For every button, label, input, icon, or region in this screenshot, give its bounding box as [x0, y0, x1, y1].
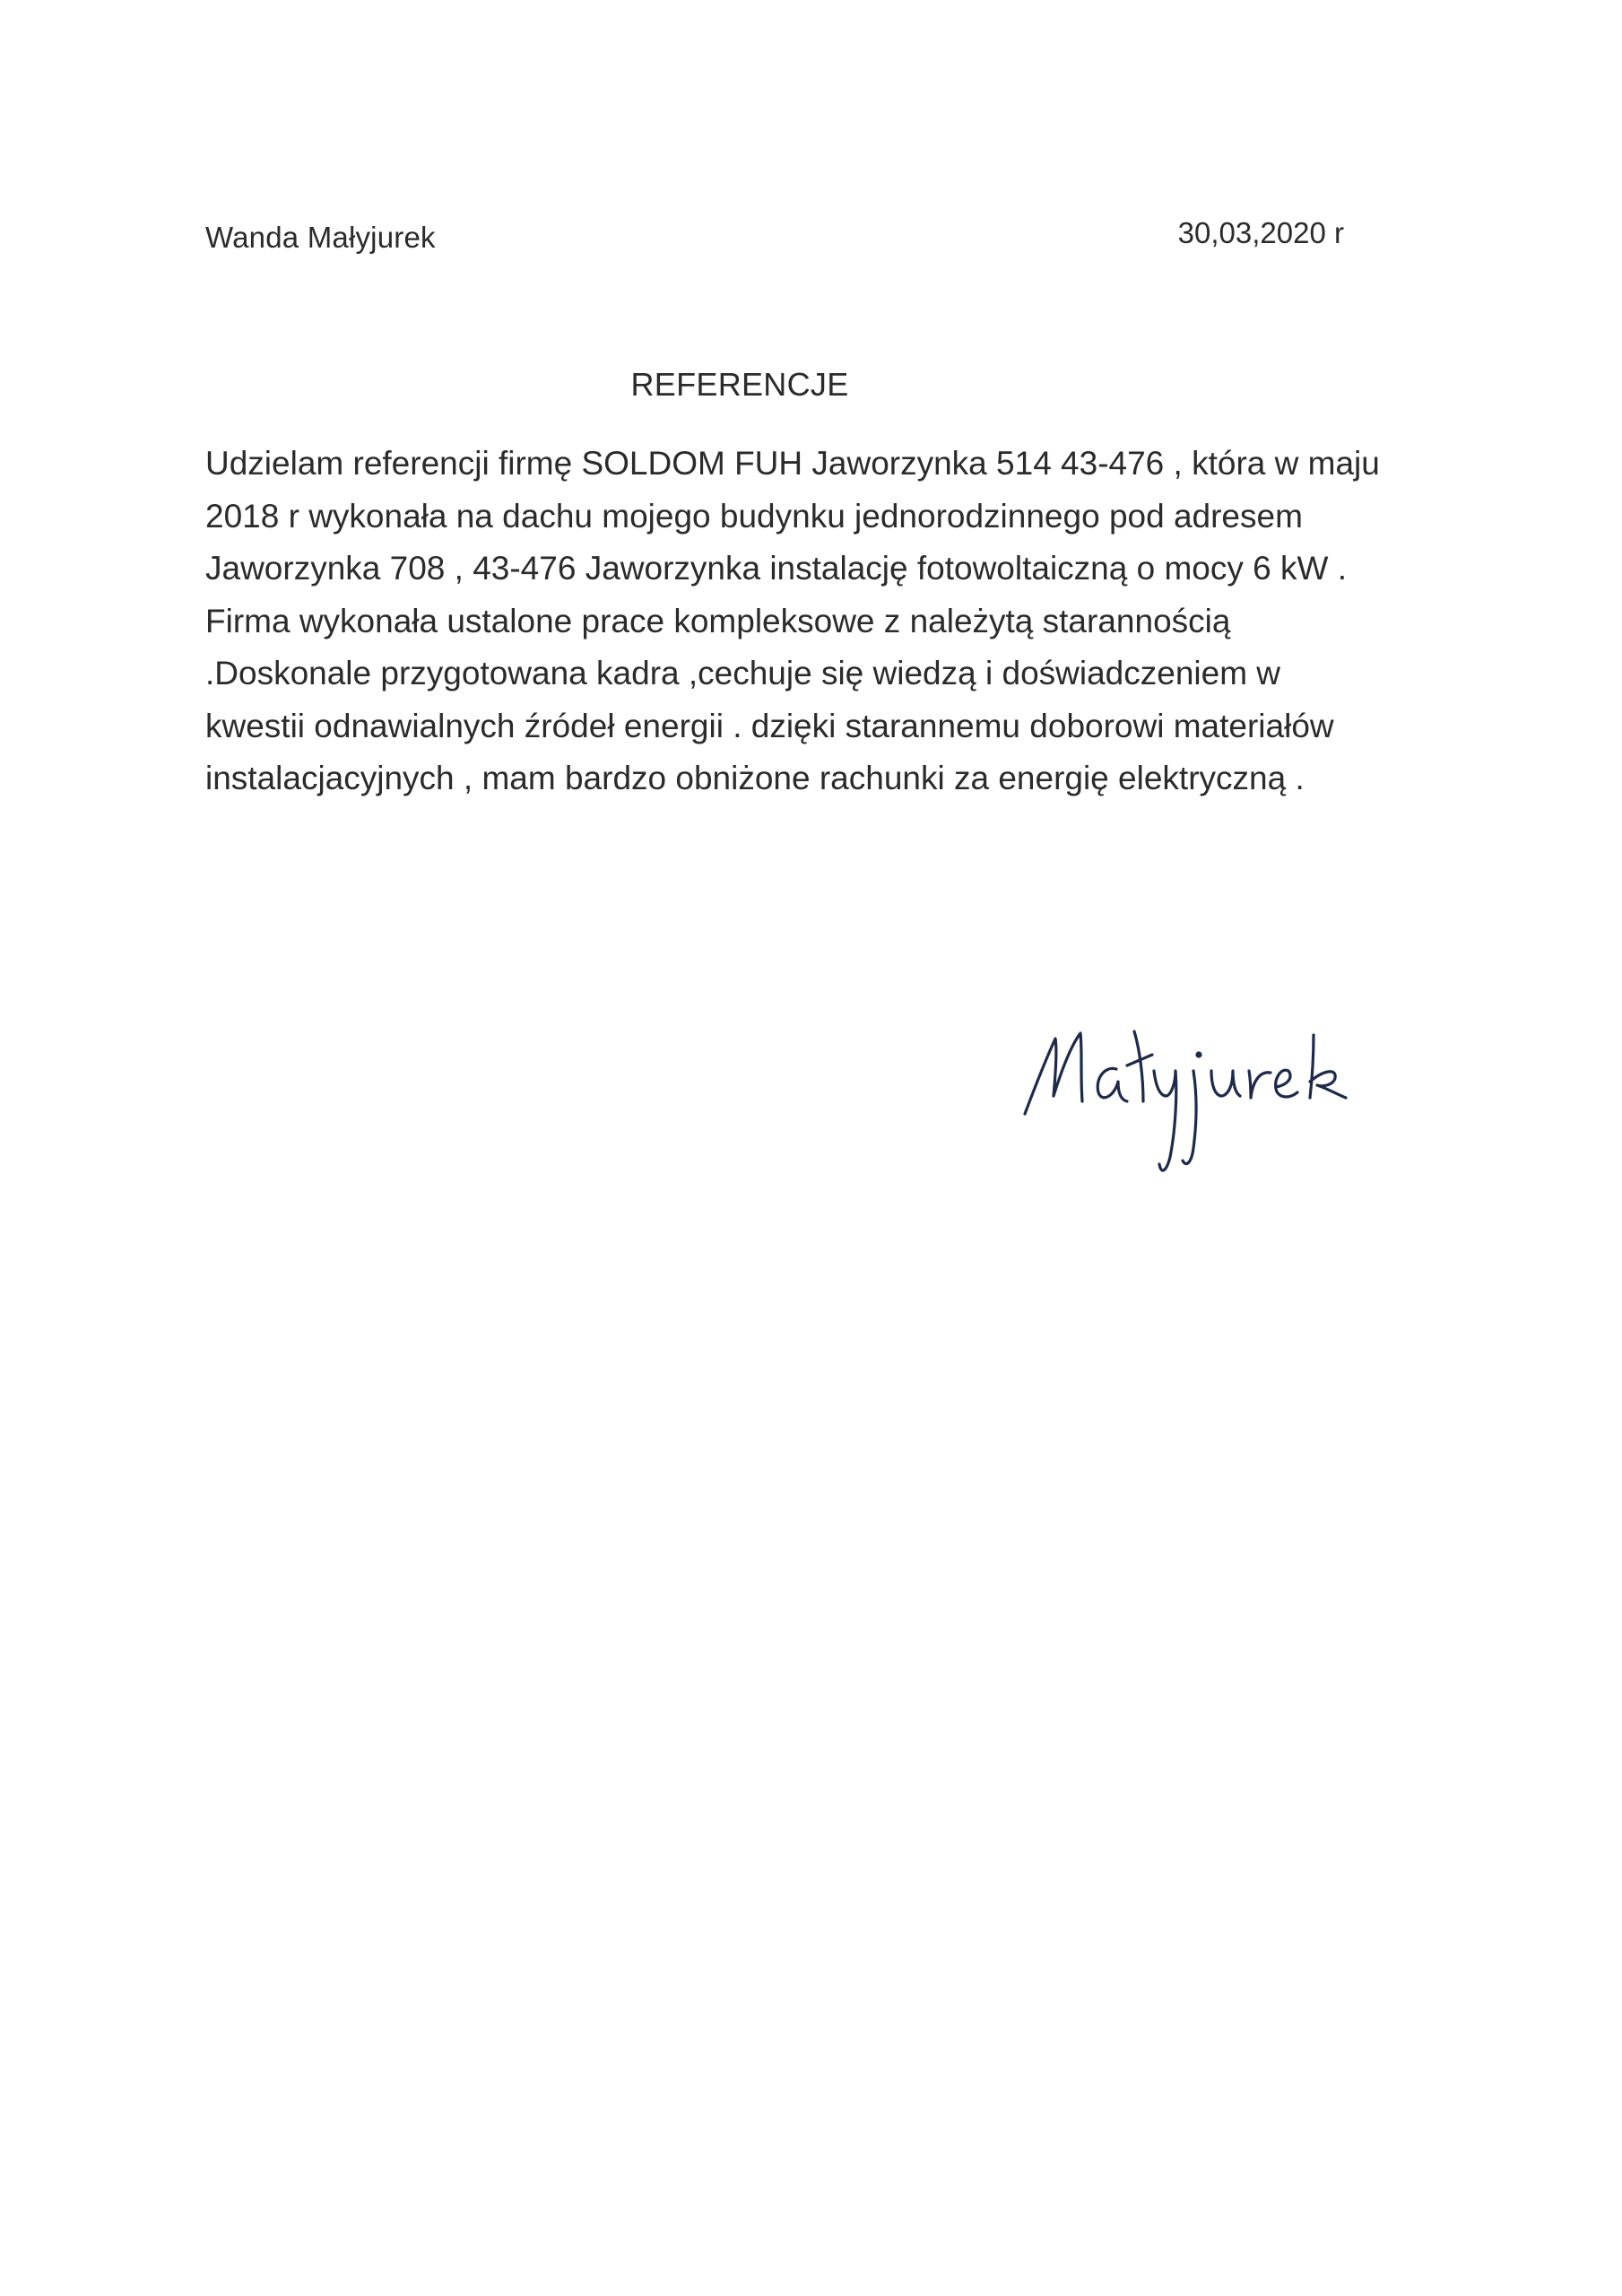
- document-title: REFERENCJE: [630, 366, 849, 403]
- author-name: Wanda Małyjurek: [205, 221, 436, 254]
- body-line: .Doskonale przygotowana kadra ,cechuje się wiedzą i doświadczeniem w: [205, 655, 1281, 691]
- reference-body: [205, 438, 1452, 805]
- body-line: 2018 r wykonała na dachu mojego budynku jednorodzinnego pod adresem: [205, 497, 1303, 535]
- body-line: Firma wykonała ustalone prace kompleksowe z należytą starannością: [205, 602, 1231, 639]
- signature-strokes: [1025, 1031, 1346, 1170]
- body-line: Jaworzynka 708 , 43-476 Jaworzynka instalację fotowoltaiczną o mocy 6 kW .: [205, 550, 1347, 587]
- body-line: Udzielam referencji firmę SOLDOM FUH Jaworzynka 514 43-476 , która w maju: [205, 445, 1380, 482]
- document-date: 30,03,2020 r: [1177, 216, 1344, 249]
- handwritten-signature: [1009, 996, 1367, 1202]
- body-line: kwestii odnawialnych źródeł energii . dzięki starannemu doborowi materiałów: [205, 707, 1334, 744]
- body-line: instalacjacyjnych , mam bardzo obniżone rachunki za energię elektryczną .: [205, 760, 1305, 796]
